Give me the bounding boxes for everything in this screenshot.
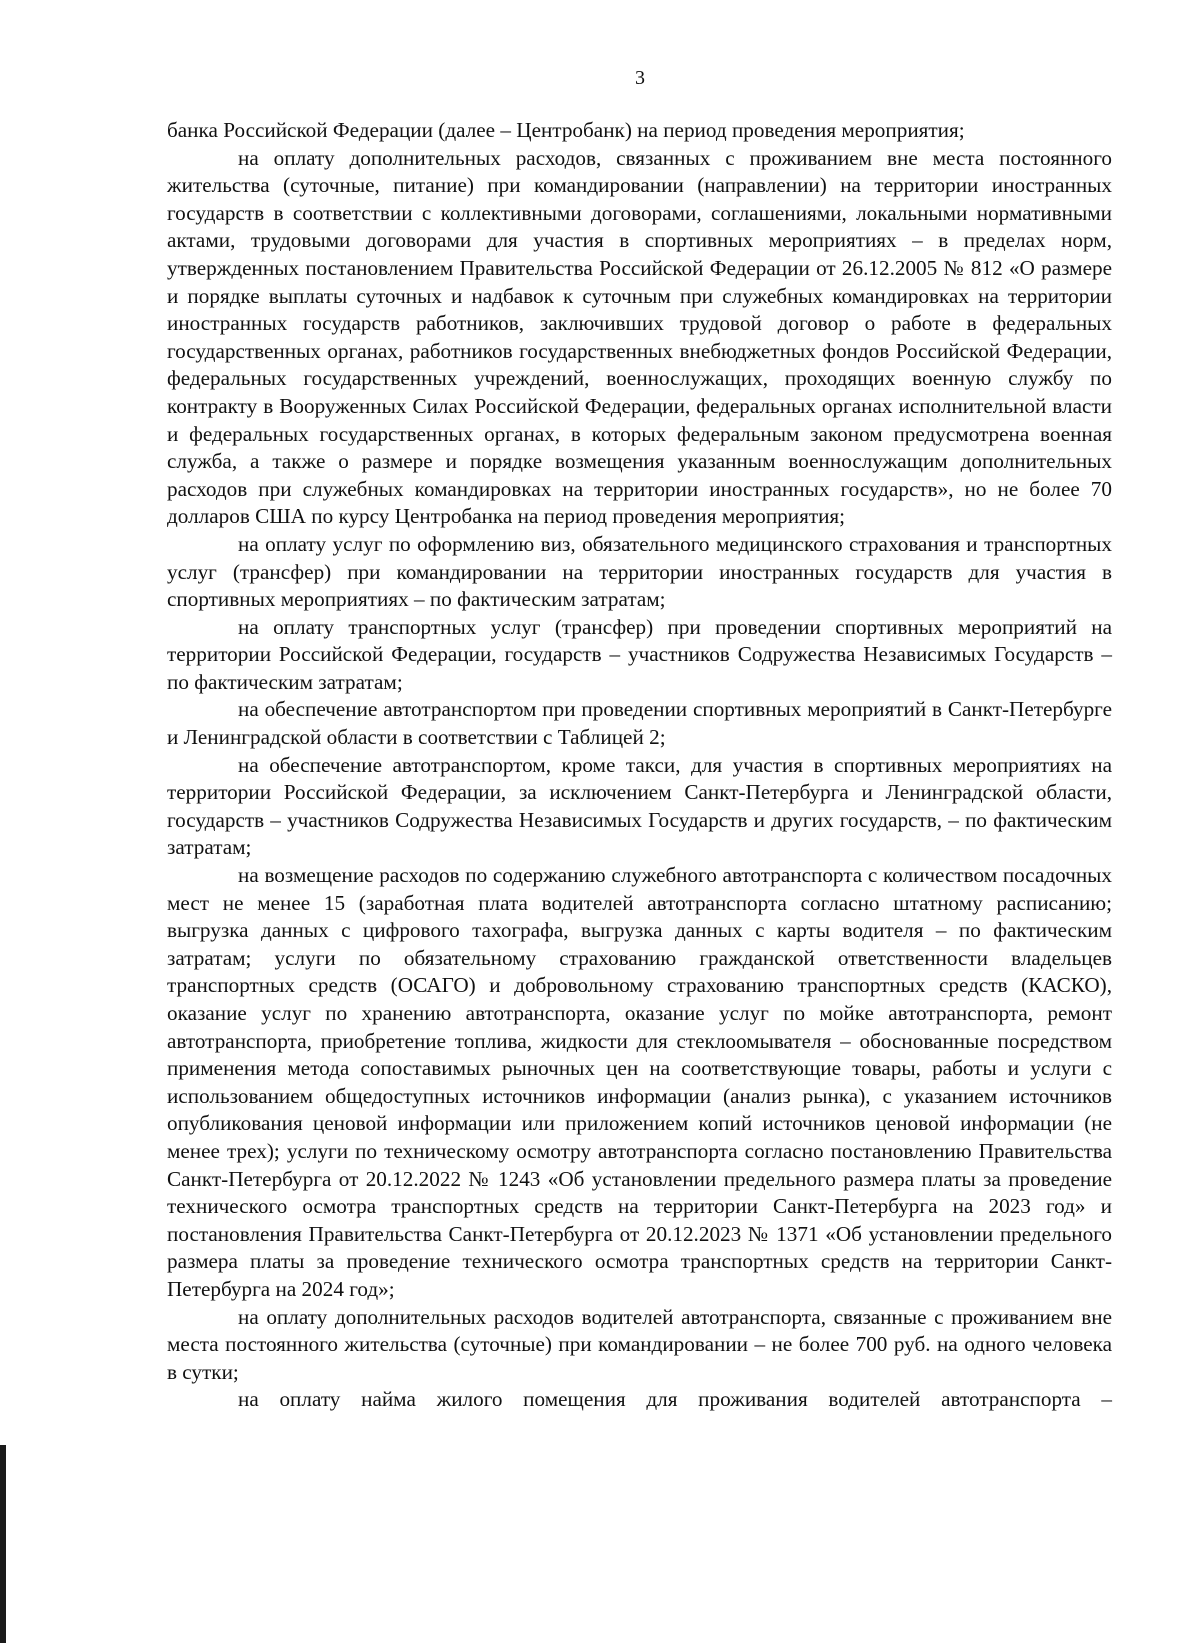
paragraph-driver-allowance: на оплату дополнительных расходов водителей автотранспорта, связанные с проживанием вне места постоянного жительства (суточные) при командировании – не более 700 руб. на одного человека в сутки; [167,1304,1112,1384]
paragraph-continuation: банка Российской Федерации (далее – Центробанк) на период проведения мероприятия; [167,118,965,142]
paragraph-daily-allowance: на оплату дополнительных расходов, связанных с проживанием вне места постоянного жительства (суточные, питание) при командировании (направлении) на территории иностранных государств в соответствии с коллективными договорами, соглашениями, локальными нормативными актами, трудовыми договорами для участия в спортивных мероприятиях – в пределах норм, утвержденных постановлением Правительства Российской Федерации от 26.12.2005 № 812 «О размере и порядке выплаты суточных и надбавок к суточным при служебных командировках на территории иностранных государств работников, заключивших трудовой договор о работе в федеральных государственных органах, работников государственных внебюджетных фондов Российской Федерации, федеральных государственных учреждений, военнослужащих, проходящих военную службу по контракту в Вооруженных Силах Российской Федерации, федеральных органах исполнительной власти и федеральных государственных органах, в которых федеральным законом предусмотрена военная служба, а также о размере и порядке возмещения указанным военнослужащим дополнительных расходов при служебных командировках на территории иностранных государств», но не более 70 долларов США по курсу Центробанка на период проведения мероприятия; [167,145,1112,529]
paragraph-vehicles-spb: на обеспечение автотранспортом при проведении спортивных мероприятий в Санкт-Петербурге и Ленинградской области в соответствии с Таблицей 2; [167,697,1112,750]
scan-edge-shadow [0,1445,6,1643]
paragraph-transfer-services: на оплату транспортных услуг (трансфер) при проведении спортивных мероприятий на территории Российской Федерации, государств – участников Содружества Независимых Государств – по фактическим затратам; [167,614,1112,694]
page-number: 3 [635,67,645,89]
paragraph-driver-housing: на оплату найма жилого помещения для проживания водителей автотранспорта – [238,1387,1112,1412]
paragraph-visa-insurance: на оплату услуг по оформлению виз, обязательного медицинского страхования и транспортных услуг (трансфер) при командировании на территории иностранных государств для участия в спортивных мероприятиях – по фактическим затратам; [167,531,1112,612]
paragraph-vehicles-other: на обеспечение автотранспортом, кроме такси, для участия в спортивных мероприятиях на территории Российской Федерации, за исключением Санкт-Петербурга и Ленинградской области, государств – участников Содружества Независимых Государств и других государств, – по фактическим затратам; [167,752,1112,860]
paragraph-vehicle-maintenance: на возмещение расходов по содержанию служебного автотранспорта с количеством посадочных мест не менее 15 (заработная плата водителей автотранспорта согласно штатному расписанию; выгрузка данных с цифрового тахографа, выгрузка данных с карты водителя – по фактическим затратам; услуги по обязательному страхованию гражданской ответственности владельцев транспортных средств (ОСАГО) и добровольному страхованию транспортных средств (КАСКО), оказание услуг по хранению автотранспорта, оказание услуг по мойке автотранспорта, ремонт автотранспорта, приобретение топлива, жидкости для стеклоомывателя – обоснованные посредством применения метода сопоставимых рыночных цен на соответствующие товары, работы и услуги с использованием общедоступных источников информации (анализ рынка), с указанием источников опубликования ценовой информации или приложением копий источников ценовой информации (не менее трех); услуги по техническому осмотру автотранспорта согласно постановлению Правительства Санкт-Петербурга от 20.12.2022 № 1243 «Об установлении предельного размера платы за проведение технического осмотра транспортных средств на территории Санкт-Петербурга на 2023 год» и постановления Правительства Санкт-Петербурга от 20.12.2023 № 1371 «Об установлении предельного размера платы за проведение технического осмотра транспортных средств на территории Санкт-Петербурга на 2024 год»; [167,863,1112,1301]
document-body [167,117,1112,1414]
